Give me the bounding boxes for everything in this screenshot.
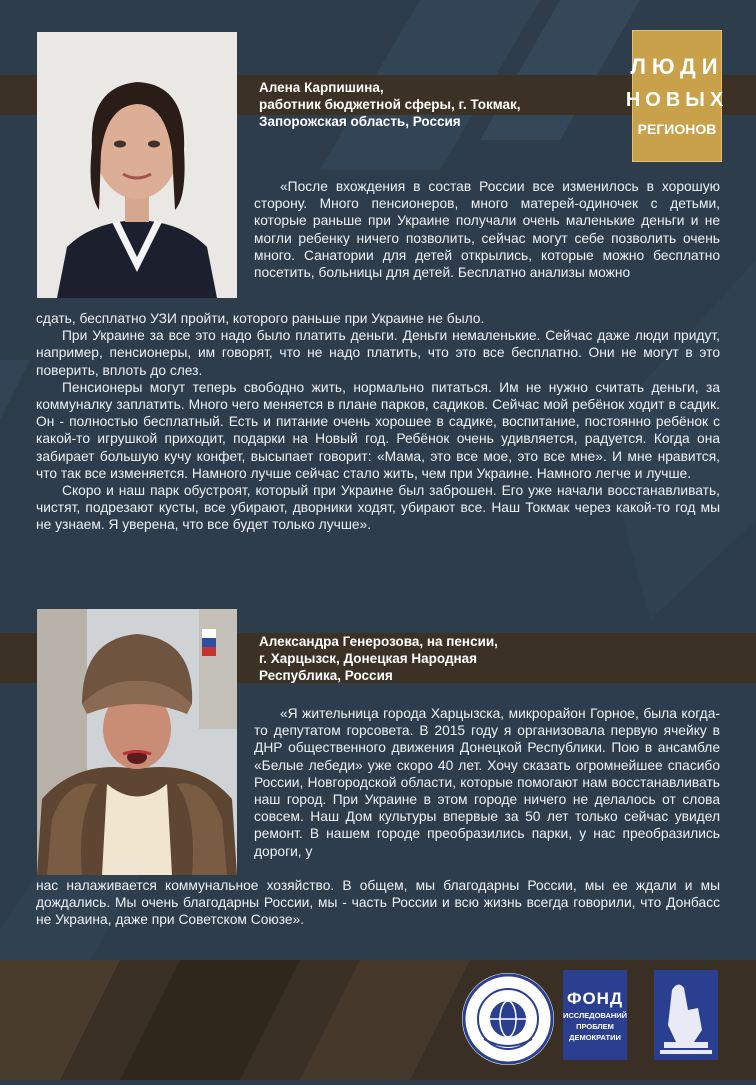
person-1-name: Алена Карпишина, (259, 80, 384, 95)
person-2-caption (259, 633, 498, 684)
quote-paragraph: При Украине за все это надо было платить деньги. Деньги немаленькие. Сейчас даже люди придут, например, пенсионеры, им говорят, что не надо платить, что это все бесплатно. Они не могут в это поверить, вплоть до слез. (36, 328, 720, 378)
person-1-occupation: работник бюджетной сферы, г. Токмак, (259, 97, 521, 112)
person-1-quote-top (254, 178, 720, 281)
quote-paragraph: «После вхождения в состав России все изменилось в хорошую сторону. Много пенсионеров, много матерей-одиночек с детьми, которые раньше при Украине получали очень маленькие деньги и не могли ребенку ничего позволить, сейчас могут себе позволить очень много. Санатории для детей открылись, которые можно бесплатно посетить, больницы для детей. Бесплатно анализы можно (254, 179, 720, 281)
quote-paragraph: «Я жительница города Харцызска, микрорайон Горное, была когда-то депутатом горсовета. В 2015 году я организовала первую ячейку в ДНР общественного движения Донецкой Республики. Пою в ансамбле «Белые лебеди» уже скоро 40 лет. Хочу сказать огромнейшее спасибо России, Новгородской области, которые помогают нам восстанавливать наш город. При Украине в этом городе ничего не делалось от слова совсем. Наш Дом культуры впервые за 50 лет только сейчас увидел ремонт. В нашем городе преобразились парки, у нас преобразились дороги, у (254, 706, 720, 859)
portrait-photo-1 (37, 32, 237, 298)
person-2-name: Александра Генерозова, на пенсии, (259, 634, 498, 649)
globe-emblem-logo (462, 973, 554, 1065)
person-1-region: Запорожская область, Россия (259, 114, 461, 129)
fund-subtitle-line-2: ПРОБЛЕМ (576, 1021, 614, 1031)
footer-band (0, 960, 756, 1080)
fund-logo (563, 970, 627, 1060)
fund-title: ФОНД (566, 988, 624, 1008)
quote-paragraph: Пенсионеры могут теперь свободно жить, нормально питаться. Им не нужно считать деньги, за коммуналку заплатить. Много чего меняется в плане парков, садиков. Сейчас мой ребёнок ходит в садик. Он - полностью бесплатный. Есть и питание очень хорошее в садике, воспитание, постоянно ребёнок с какой-то игрушкой приходит, подарки на Новый год. Ребёнок очень удивляется, радуется. Когда она забирает большую кучу конфет, высыпает говорит: «Мама, это все мое, это все мне». И мне нравится, что так все изменяется. Намного лучше сейчас стало жить, чем при Украине. Намного легче и лучше. (36, 379, 720, 481)
quote-paragraph: Скоро и наш парк обустроят, который при Украине был заброшен. Его уже начали восстанавливать, чистят, подрезают кусты, все убирают, дворники ходят, убирают все. Наш Токмак через какой-то год мы не узнаем. Я уверена, что все будет только лучше». (36, 483, 720, 533)
person-1-caption (259, 79, 521, 130)
fund-subtitle-line-3: ДЕМОКРАТИИ (569, 1032, 621, 1042)
person-2-region: Республика, Россия (259, 668, 393, 683)
person-2-quote-bottom (36, 877, 720, 929)
logo-line-1: ЛЮДИ (630, 54, 724, 79)
people-of-new-regions-logo (625, 30, 729, 162)
monument-emblem-logo (654, 970, 718, 1060)
portrait-photo-2 (37, 609, 237, 875)
logo-line-2: НОВЫХ (625, 89, 729, 111)
fund-subtitle-line-1: ИССЛЕДОВАНИЙ (562, 1010, 628, 1020)
person-2-quote-top (254, 705, 720, 860)
quote-paragraph: нас налаживается коммунальное хозяйство. В общем, мы благодарны России, мы ее ждали и мы дождались. Мы очень благодарны России, мы - часть России и всю жизнь всегда говорили, что Донбасс не Украина, даже при Советском Союзе». (36, 878, 720, 928)
person-1-quote-bottom (36, 310, 720, 534)
person-2-city: г. Харцызск, Донецкая Народная (259, 651, 478, 666)
logo-line-3: РЕГИОНОВ (637, 121, 717, 137)
quote-paragraph: сдать, бесплатно УЗИ пройти, которого раньше при Украине не было. (36, 311, 485, 326)
